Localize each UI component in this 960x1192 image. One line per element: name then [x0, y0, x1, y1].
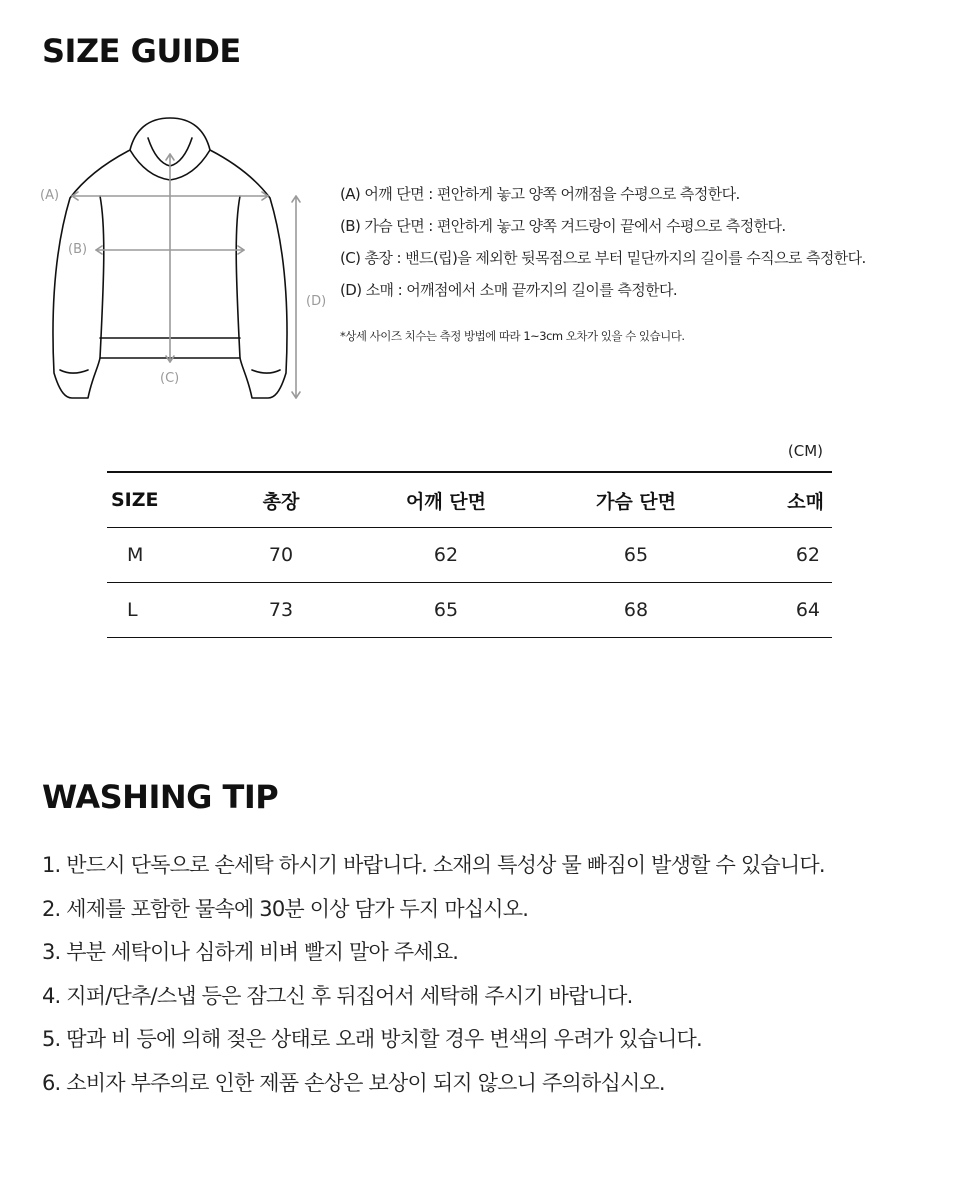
hoodie-measurement-diagram [30, 108, 340, 408]
header-sleeve: 소매 [787, 490, 824, 513]
cell-sleeve: 62 [795, 544, 820, 566]
header-shoulder: 어깨 단면 [405, 490, 487, 513]
diagram-label-d: (D) [306, 294, 327, 309]
header-chest: 가슴 단면 [595, 490, 677, 513]
note-sleeve: (D) 소매 : 어깨점에서 소매 끝까지의 길이를 측정한다. [340, 281, 678, 299]
cell-chest: 68 [623, 599, 649, 621]
size-table [107, 471, 832, 638]
hoodie-illustration [30, 108, 340, 408]
cell-total-length: 73 [268, 599, 294, 621]
list-item: 6. 소비자 부주의로 인한 제품 손상은 보상이 되지 않으니 주의하십시오. [42, 1070, 665, 1095]
unit-label: (CM) [787, 442, 823, 460]
table-row [107, 528, 832, 583]
diagram-label-c: (C) [160, 371, 180, 386]
list-item: 4. 지퍼/단추/스냅 등은 잠그신 후 뒤집어서 세탁해 주시기 바랍니다. [42, 983, 633, 1008]
list-item: 1. 반드시 단독으로 손세탁 하시기 바랍니다. 소재의 특성상 물 빠짐이 발생할 수 있습니다. [42, 853, 825, 877]
diagram-label-b: (B) [68, 242, 88, 257]
size-guide-title: SIZE GUIDE [42, 32, 241, 70]
cell-shoulder: 65 [433, 599, 459, 621]
cell-chest: 65 [623, 544, 649, 566]
measurement-disclaimer: *상세 사이즈 치수는 측정 방법에 따라 1~3cm 오차가 있을 수 있습니다. [340, 329, 685, 343]
note-chest: (B) 가슴 단면 : 편안하게 놓고 양쪽 겨드랑이 끝에서 수평으로 측정한다. [340, 217, 786, 235]
diagram-label-a: (A) [40, 188, 60, 203]
list-item: 2. 세제를 포함한 물속에 30분 이상 담가 두지 마십시오. [42, 896, 529, 921]
cell-size: L [127, 599, 138, 621]
cell-sleeve: 64 [795, 599, 820, 621]
washing-tip-list [42, 844, 825, 1106]
cell-shoulder: 62 [433, 544, 459, 566]
cell-size: M [127, 544, 144, 566]
list-item: 5. 땀과 비 등에 의해 젖은 상태로 오래 방치할 경우 변색의 우려가 있습니다. [42, 1027, 702, 1052]
cell-total-length: 70 [268, 544, 294, 566]
washing-tip-title: WASHING TIP [42, 778, 279, 816]
note-shoulder: (A) 어깨 단면 : 편안하게 놓고 양쪽 어깨점을 수평으로 측정한다. [340, 185, 740, 203]
header-total-length: 총장 [262, 490, 300, 513]
table-row [107, 583, 832, 638]
table-header-row [107, 472, 832, 528]
header-size: SIZE [111, 489, 159, 511]
measurement-notes [340, 178, 950, 344]
note-length: (C) 총장 : 밴드(립)을 제외한 뒷목점으로 부터 밑단까지의 길이를 수직으로 측정한다. [340, 249, 866, 267]
list-item: 3. 부분 세탁이나 심하게 비벼 빨지 말아 주세요. [42, 940, 459, 965]
